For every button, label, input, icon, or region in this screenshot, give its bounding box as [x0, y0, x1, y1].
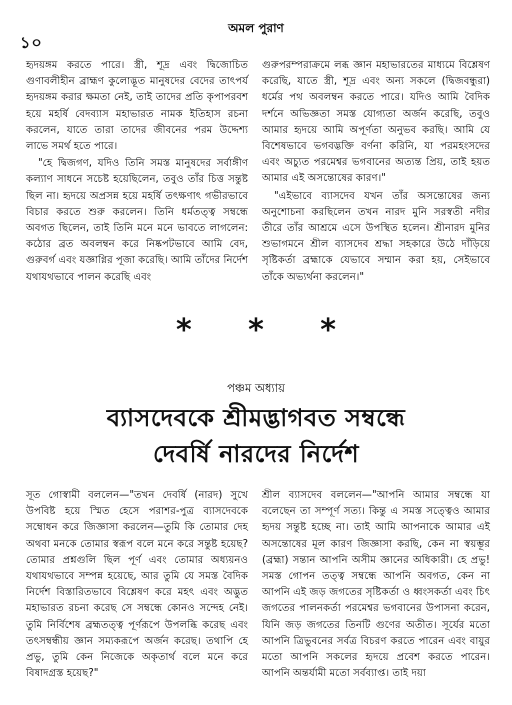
chapter-title-line-2: দেবর্ষি নারদের নির্দেশ	[152, 440, 360, 468]
top-right-column	[262, 58, 490, 286]
paragraph: হৃদয়ঙ্গম করতে পারে। স্ত্রী, শূদ্র এবং দ্বিজোচিত গুণাবলীহীন ব্রাহ্মণ কুলোদ্ভূত মানুষদের বেদের তাৎপর্য হৃদয়ঙ্গম করার ক্ষমতা নেই, তাই তাদের প্রতি কৃপাপরবশ হয়ে মহর্ষি বেদব্যাস মহাভারত নামক ইতিহাস রচনা করলেন, যাতে তারা তাদের জীবনের পরম উদ্দেশ্য লাভে সমর্থ হতে পারে।	[26, 60, 248, 153]
running-header: অমল পুরাণ	[228, 21, 284, 35]
bottom-right-column	[262, 488, 490, 682]
paragraph: শ্রীল ব্যাসদেব বললেন—"আপনি আমার সম্বন্ধে যা বলেছেন তা সম্পূর্ণ সত্য। কিন্তু এ সমস্ত সত্ত্বেও আমার হৃদয় সন্তুষ্ট হচ্ছে না। তাই আমি আপনাকে আমার এই অসন্তোষের মূল কারণ জিজ্ঞাসা করছি, কেন না স্বয়ম্ভূর (ব্রহ্মা) সন্তান আপনি অসীম জ্ঞানের অধিকারী। হে প্রভু! সমস্ত গোপন তত্ত্ব সম্বন্ধে আপনি অবগত, কেন না আপনি এই জড় জগতের সৃষ্টিকর্তা ও ধ্বংসকর্তা এবং চিৎ জগতের পালনকর্তা পরমেশ্বর ভগবানের উপাসনা করেন, যিনি জড় জগতের তিনটি গুণের অতীত। সূর্যের মতো আপনি ত্রিভুবনের সর্বত্র বিচরণ করতে পারেন এবং বায়ুর মতো আপনি সকলের হৃদয়ে প্রবেশ করতে পারেন। আপনি অন্তর্যামী মতো সর্বব্যাপ্ত। তাই দয়া	[262, 490, 490, 680]
chapter-title-line-1: ব্যাসদেবকে শ্রীমদ্ভাগবত সম্বন্ধে	[106, 404, 406, 432]
paragraph: "হে দ্বিজগণ, যদিও তিনি সমস্ত মানুষদের সর্বাঙ্গীণ কল্যাণ সাধনে সচেষ্ট হয়েছিলেন, তবুও তাঁর চিত্ত সন্তুষ্ট ছিল না। হৃদয়ে অপ্রসন্ন হয়ে মহর্ষি তৎক্ষণাৎ গভীরভাবে বিচার করতে শুরু করলেন। তিনি ধর্মতত্ত্ব সম্বন্ধে অবগত ছিলেন, তাই তিনি মনে মনে ভাবতে লাগলেন: কঠোর ব্রত অবলম্বন করে নিষ্কপটভাবে আমি বেদ, গুরুবর্গ এবং যজ্ঞাগ্নির পূজা করেছি। আমি তাঁদের নির্দেশ যথাযথভাবে পালন করেছি এবং	[26, 158, 248, 283]
paragraph: গুরুপরম্পরাক্রমে লব্ধ জ্ঞান মহাভারতের মাধ্যমে বিশ্লেষণ করেছি, যাতে স্ত্রী, শূদ্র এবং অন্য সকলে (দ্বিজবন্ধুরা) ধর্মের পথ অবলম্বন করতে পারে। যদিও আমি বৈদিক দর্শনে অভিজ্ঞতা সমস্ত যোগ্যতা অর্জন করেছি, তবুও আমার হৃদয়ে আমি অপূর্ণতা অনুভব করছি। আমি যে বিশেষভাবে ভগবদ্ভক্তি বর্ণনা করিনি, যা পরমহংসদের এবং অচ্যুত পরমেশ্বর ভগবানের অত্যন্ত প্রিয়, তাই হয়ত আমার এই অসন্তোষের কারণ।"	[262, 60, 490, 185]
chapter-title	[0, 400, 512, 472]
section-separator: * * *	[176, 313, 336, 348]
chapter-label: পঞ্চম অধ্যায়	[227, 381, 285, 395]
bottom-left-column	[26, 488, 248, 682]
page-number: ১০	[20, 33, 43, 52]
top-left-column	[26, 58, 248, 286]
paragraph: "এইভাবে ব্যাসদেব যখন তাঁর অসন্তোষের জন্য অনুশোচনা করছিলেন তখন নারদ মুনি সরস্বতী নদীর তীরে তাঁর আশ্রমে এসে উপস্থিত হলেন। শ্রীনারদ মুনির শুভাগমনে শ্রীল ব্যাসদেব শ্রদ্ধা সহকারে উঠে দাঁড়িয়ে সৃষ্টিকর্তা ব্রহ্মাকে যেভাবে সম্মান করা হয়, সেইভাবে তাঁকে অভ্যর্থনা করলেন।"	[262, 190, 490, 283]
paragraph: সূত গোস্বামী বললেন—"তখন দেবর্ষি (নারদ) সুখে উপবিষ্ট হয়ে স্মিত হেসে পরাশর-পুত্র ব্যাসদেবকে সম্বোধন করে জিজ্ঞাসা করলেন—তুমি কি তোমার দেহ অথবা মনকে তোমার স্বরূপ বলে মনে করে সন্তুষ্ট হয়েছ? তোমার প্রশ্নগুলি ছিল পূর্ণ এবং তোমার অধ্যয়নও যথাযথভাবে সম্পন্ন হয়েছে, আর তুমি যে সমস্ত বৈদিক নির্দেশ বিস্তারিতভাবে বিশ্লেষণ করে মহৎ এবং অদ্ভুত মহাভারত রচনা করেছ সে সম্বন্ধে কোনও সন্দেহ নেই। তুমি নির্বিশেষ ব্রহ্মতত্ত্ব পূর্ণরূপে উপলব্ধি করেছ এবং তৎসম্বন্ধীয় জ্ঞান সম্যকরূপে অর্জন করেছ। তথাপি হে প্রভু, তুমি কেন নিজেকে অকৃতার্থ বলে মনে করে বিষাদগ্রস্ত হয়েছ?"	[26, 490, 248, 680]
